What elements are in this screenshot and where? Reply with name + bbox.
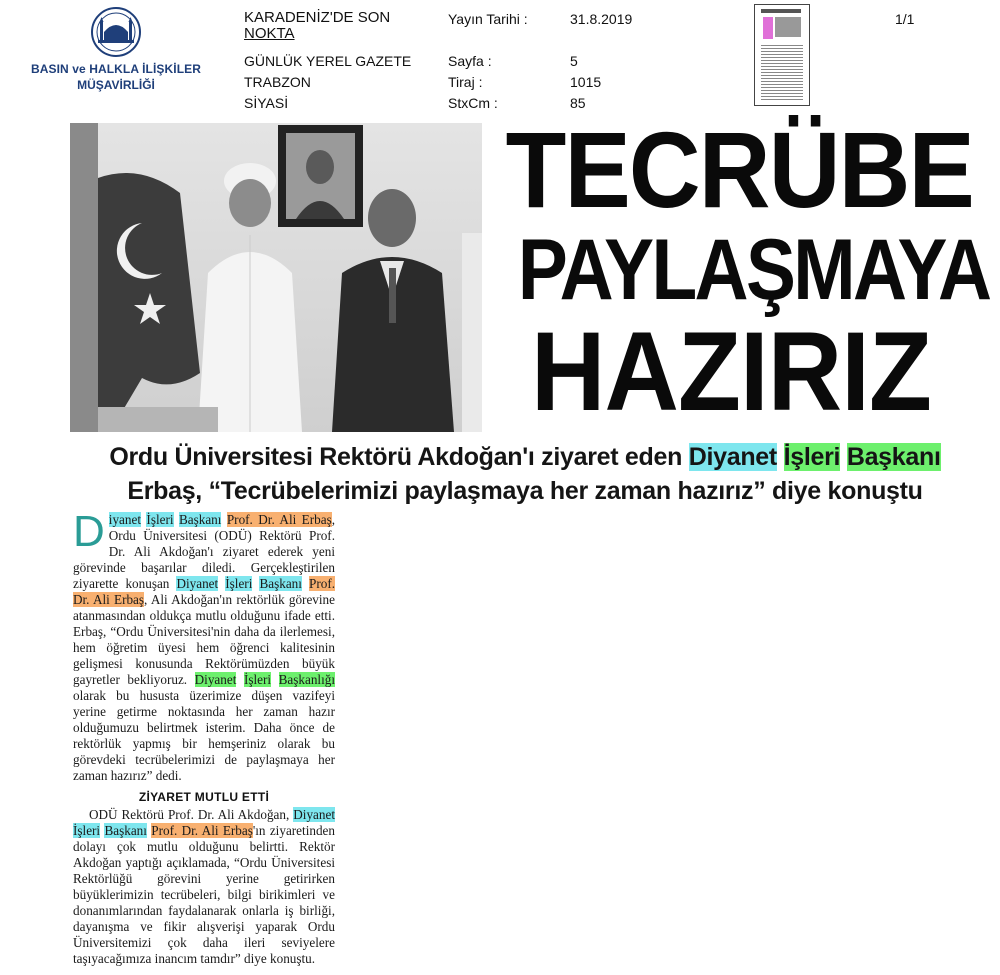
highlight-term: Diyanet (176, 576, 219, 591)
publication-name (244, 10, 444, 42)
date-label: Yayın Tarihi : (448, 11, 528, 27)
logo-line-1: BASIN ve HALKLA İLİŞKİLER (30, 62, 202, 76)
highlight-term: Başkanı (104, 823, 147, 838)
subheadline-line-2: Erbaş, “Tecrübelerimizi paylaşmaya her zaman hazırız” diye konuştu (127, 477, 923, 505)
highlight-term: İşleri (783, 443, 841, 471)
publication-name-line-2: NOKTA (244, 25, 295, 42)
highlight-term: Diyanet (688, 443, 777, 471)
circulation-label: Tiraj : (448, 74, 483, 90)
article-photo (70, 123, 482, 432)
logo-line-2: MÜŞAVİRLİĞİ (77, 78, 155, 92)
highlight-term: Başkanı (178, 512, 222, 527)
body-text: 'ın ziyaretinden dolayı çok mutlu olduğunu belirtti. Rektör Akdoğan yaptığı açıklamada, “Ordu Üniversitesi Rektörlüğü görevini yerine getirirken büyüklerimizin tecrübeleri, bilgi birikimleri ve donanımlarından faydalanarak onlarla iş birliği, dayanışma ve fikir alışverişi yaparak Ordu Üniversitemizi çok daha ileri seviyelere taşıyacağımıza inancım tamdır” diye konuştu. (73, 823, 336, 966)
highlight-term: Diyanet (293, 807, 335, 822)
highlight-term: Prof. Dr. Ali Erbaş (226, 512, 332, 527)
highlight-term: Başkanı (846, 443, 941, 471)
subheadline-line-1 (70, 440, 980, 474)
publication-type: GÜNLÜK YEREL GAZETE (244, 53, 412, 69)
page-value: 5 (570, 53, 578, 69)
subheadline-text: Ordu Üniversitesi Rektörü Akdoğan'ı ziyaret eden (109, 443, 689, 471)
publication-name-line-1: KARADENİZ'DE SON (244, 9, 391, 26)
subheadline (70, 440, 980, 508)
publication-category: SİYASİ (244, 95, 289, 111)
highlight-term: İşleri (73, 823, 101, 838)
highlight-term: İşleri (225, 576, 253, 591)
headline-line-2: PAYLAŞMAYA (517, 222, 990, 318)
body-text: ODÜ Rektörü Prof. Dr. Ali Akdoğan, (89, 807, 294, 822)
body-text: , Ali Akdoğan'ın rektörlük görevine atanmasından oldukça mutlu olduğunu ifade etti. Erbaş, “Ordu Üniversitesi'nin daha da ilerlemesi, hem öğretim üyesi hem öğrenci kalitesinin gelişmesi konusunda Rektörümüzden büyük gayretler bekliyoruz. (73, 592, 335, 687)
publication-city: TRABZON (244, 74, 311, 90)
page-label: Sayfa : (448, 53, 492, 69)
highlight-term: İşleri (243, 672, 272, 687)
stxcm-value: 85 (570, 95, 586, 111)
agency-logo (30, 6, 202, 92)
article-body (73, 507, 336, 967)
body-paragraph (73, 807, 335, 967)
headline (486, 109, 990, 434)
highlight-term: Başkanı (259, 576, 302, 591)
photo-illustration-icon (70, 123, 482, 432)
body-text: , Ordu Üniversitesi (ODÜ) Rektörü Prof. Dr. Ali Akdoğan'ı ziyaret ederek yeni görevinde başarılar diledi. Gerçekleştirilen ziyarette konuşan (73, 512, 335, 591)
highlight-term: İşleri (146, 512, 174, 527)
body-paragraph (73, 507, 336, 784)
highlight-term: Prof. Dr. Ali Erbaş (151, 823, 253, 838)
headline-line-1: TECRÜBE (505, 109, 973, 230)
stxcm-label: StxCm : (448, 95, 498, 111)
page-thumbnail[interactable] (754, 4, 810, 106)
headline-line-3: HAZIRIZ (531, 309, 931, 434)
highlight-term: Prof. Dr. Ali Erbaş (73, 576, 336, 607)
highlight-term: iyanet (108, 512, 142, 527)
highlight-term: Başkanlığı (278, 672, 336, 687)
drop-cap: D (73, 507, 105, 556)
body-text: olarak bu hususta üzerimize düşen vazifeyi yerine getirme noktasında her zaman hazır olduğumuzu belirtmek isterim. Daha önce de rektörlük yapmış bir hemşeriniz olarak bu görevdeki tecrübelerimizi de paylaşmaya her zaman hazırız” dedi. (73, 688, 335, 783)
page-count: 1/1 (895, 11, 915, 27)
date-value: 31.8.2019 (570, 11, 633, 27)
mosque-emblem-icon (84, 6, 148, 58)
circulation-value: 1015 (570, 74, 602, 90)
section-subtitle: ZİYARET MUTLU ETTİ (138, 790, 270, 804)
highlight-term: Diyanet (194, 672, 237, 687)
